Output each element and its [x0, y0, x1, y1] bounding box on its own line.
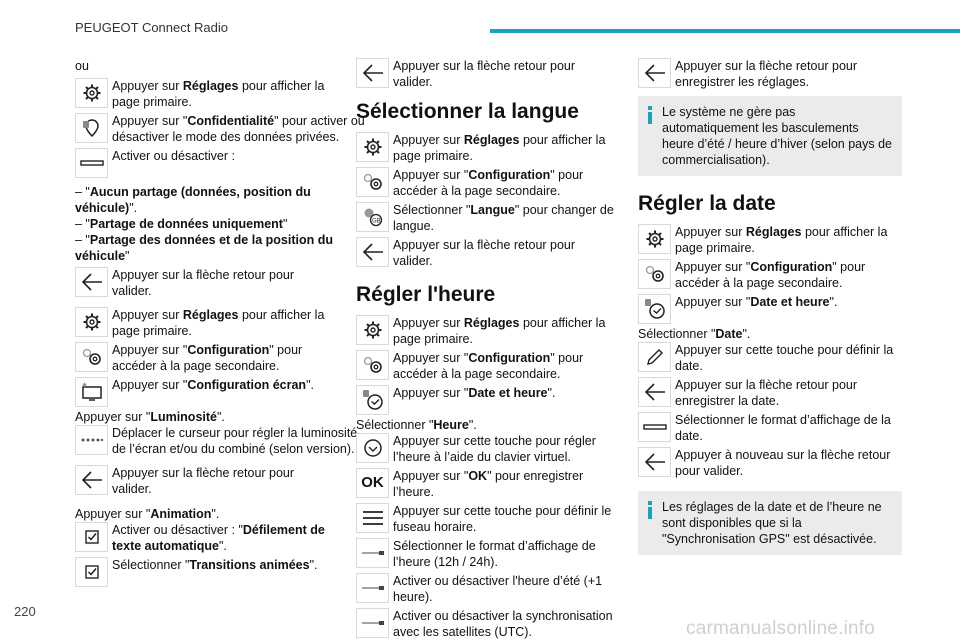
step-text: Appuyer sur cette touche pour définir la date.	[675, 343, 894, 373]
ok-button[interactable]: OK	[356, 468, 389, 498]
column-1	[75, 58, 365, 590]
configuration-gears-icon[interactable]	[356, 350, 389, 380]
step-text: Appuyer sur la flèche retour pour valider.	[393, 238, 576, 268]
step-row	[75, 307, 333, 339]
info-note	[638, 491, 902, 555]
step-text: Appuyer sur "Configuration" pour accéder à la page secondaire.	[393, 168, 584, 198]
option-item: – "Partage de données uniquement"	[75, 217, 288, 231]
step-text: Appuyer sur la flèche retour pour valider.	[112, 466, 295, 496]
back-arrow-icon[interactable]	[356, 237, 389, 267]
step-text: Appuyer sur "Confidentialité" pour activer ou désactiver le mode des données privées.	[112, 114, 365, 144]
step-row	[75, 377, 333, 407]
step-text: Appuyer sur "Configuration" pour accéder à la page secondaire.	[675, 260, 866, 290]
back-arrow-icon[interactable]	[356, 58, 389, 88]
step-row	[638, 224, 902, 256]
step-text: Activer ou désactiver :	[112, 149, 235, 163]
configuration-gears-icon[interactable]	[638, 259, 671, 289]
step-text: Sélectionner le format d’affichage de l’heure (12h / 24h).	[393, 539, 596, 569]
step-text: Activer ou désactiver la synchronisation avec les satellites (UTC).	[393, 609, 613, 639]
configuration-gears-icon[interactable]	[75, 342, 108, 372]
step-row	[75, 267, 333, 299]
toggle-line-icon[interactable]	[356, 573, 389, 603]
step-text: Activer ou désactiver l'heure d’été (+1 heure).	[393, 574, 603, 604]
settings-gear-icon[interactable]	[638, 224, 671, 254]
step-row	[75, 465, 333, 497]
section-heading: Sélectionner la langue	[356, 100, 579, 123]
step-row	[356, 132, 614, 164]
section-heading: Régler l'heure	[356, 283, 496, 306]
toggle-line-icon[interactable]	[356, 608, 389, 638]
back-arrow-icon[interactable]	[75, 267, 108, 297]
step-row	[356, 202, 614, 234]
step-text: Appuyer sur la flèche retour pour valider.	[112, 268, 295, 298]
step-row	[356, 237, 614, 269]
toggle-bar-icon[interactable]	[638, 412, 671, 442]
configuration-gears-icon[interactable]	[356, 167, 389, 197]
step-text: Appuyer sur "Date et heure".	[675, 295, 838, 309]
paragraph: Appuyer sur "Animation".	[75, 507, 220, 521]
note-text: Les réglages de la date et de l’heure ne sont disponibles que si la "Synchronisation GPS" est désactivée.	[662, 500, 882, 546]
back-arrow-icon[interactable]	[638, 58, 671, 88]
step-row	[638, 58, 902, 90]
clock-icon[interactable]	[638, 294, 671, 324]
info-icon	[648, 106, 652, 124]
step-text: Appuyer sur la flèche retour pour valider.	[393, 59, 576, 89]
settings-gear-icon[interactable]	[75, 78, 108, 108]
toggle-bar-icon[interactable]	[75, 148, 108, 178]
step-row	[356, 608, 614, 640]
paragraph-ou: ou	[75, 59, 89, 73]
step-row	[356, 350, 614, 382]
step-row	[356, 167, 614, 199]
header-title: PEUGEOT Connect Radio	[75, 20, 228, 35]
back-arrow-icon[interactable]	[75, 465, 108, 495]
step-row	[638, 259, 902, 291]
step-text: Appuyer sur Réglages pour afficher la page primaire.	[112, 308, 325, 338]
screen-monitor-icon[interactable]	[75, 377, 108, 407]
option-item: – "Aucun partage (données, position du véhicule)".	[75, 185, 311, 215]
privacy-location-icon[interactable]	[75, 113, 108, 143]
svg-text:GB: GB	[371, 218, 381, 225]
checkbox-icon[interactable]	[75, 557, 108, 587]
step-text: Appuyer sur cette touche pour régler l’heure à l’aide du clavier virtuel.	[393, 434, 596, 464]
step-text: Appuyer sur la flèche retour pour enregistrer la date.	[675, 378, 858, 408]
step-text: Appuyer sur "OK" pour enregistrer l’heure.	[393, 469, 584, 499]
step-text: Appuyer sur Réglages pour afficher la page primaire.	[393, 316, 606, 346]
paragraph: Sélectionner "Heure".	[356, 418, 477, 432]
pencil-edit-icon[interactable]	[638, 342, 671, 372]
step-text: Appuyer sur Réglages pour afficher la page primaire.	[393, 133, 606, 163]
step-text: Appuyer sur "Date et heure".	[393, 386, 556, 400]
step-row	[75, 148, 333, 178]
step-row	[638, 447, 902, 479]
step-row	[356, 433, 614, 465]
note-text: Le système ne gère pas automatiquement les basculements heure d’été / heure d’hiver (selon pays de commercialisation).	[662, 105, 893, 167]
paragraph: Sélectionner "Date".	[638, 327, 751, 341]
step-row	[75, 425, 358, 457]
step-row	[638, 412, 902, 444]
step-text: Appuyer sur "Configuration écran".	[112, 378, 314, 392]
step-text: Sélectionner le format d’affichage de la date.	[675, 413, 891, 443]
step-row	[356, 385, 614, 415]
settings-gear-icon[interactable]	[356, 315, 389, 345]
step-row	[356, 573, 614, 605]
step-text: Sélectionner "Transitions animées".	[112, 558, 318, 572]
back-arrow-icon[interactable]	[638, 447, 671, 477]
step-row	[75, 557, 333, 587]
info-note	[638, 96, 902, 176]
step-row	[638, 377, 902, 409]
header-accent-bar	[490, 29, 960, 33]
step-row	[638, 294, 902, 324]
step-row	[638, 342, 902, 374]
step-row	[75, 522, 333, 554]
step-row	[356, 58, 614, 90]
clock-icon[interactable]	[356, 385, 389, 415]
watermark: carmanualsonline.info	[686, 618, 876, 639]
step-text: Appuyer sur Réglages pour afficher la page primaire.	[112, 79, 325, 109]
back-arrow-icon[interactable]	[638, 377, 671, 407]
step-text: Déplacer le curseur pour régler la luminosité de l’écran et/ou du combiné (selon version).	[112, 426, 358, 456]
step-text: Activer ou désactiver : "Défilement de texte automatique".	[112, 523, 325, 553]
step-row	[356, 468, 614, 500]
section-heading: Régler la date	[638, 192, 776, 215]
step-row	[356, 315, 614, 347]
column-2	[356, 58, 614, 643]
info-icon	[648, 501, 652, 519]
step-text: Sélectionner "Langue" pour changer de langue.	[393, 203, 614, 233]
language-flag-icon[interactable]	[356, 202, 389, 232]
svg-text:✱: ✱	[81, 383, 87, 389]
column-3	[638, 58, 902, 565]
step-row	[356, 538, 614, 570]
step-text: Appuyer à nouveau sur la flèche retour pour valider.	[675, 448, 891, 478]
checkbox-icon[interactable]	[75, 522, 108, 552]
step-row	[75, 342, 333, 374]
brightness-slider-icon[interactable]	[75, 425, 108, 455]
step-row	[356, 503, 614, 535]
step-text: Appuyer sur Réglages pour afficher la page primaire.	[675, 225, 888, 255]
settings-gear-icon[interactable]	[356, 132, 389, 162]
step-text: Appuyer sur "Configuration" pour accéder à la page secondaire.	[393, 351, 584, 381]
step-text: Appuyer sur cette touche pour définir le fuseau horaire.	[393, 504, 612, 534]
step-text: Appuyer sur "Configuration" pour accéder à la page secondaire.	[112, 343, 303, 373]
toggle-line-icon[interactable]	[356, 538, 389, 568]
option-item: – "Partage des données et de la position du véhicule"	[75, 233, 333, 263]
page-number: 220	[14, 604, 36, 619]
step-text: Appuyer sur la flèche retour pour enregistrer les réglages.	[675, 59, 858, 89]
settings-gear-icon[interactable]	[75, 307, 108, 337]
menu-list-icon[interactable]	[356, 503, 389, 533]
step-row	[75, 113, 365, 145]
paragraph: Appuyer sur "Luminosité".	[75, 410, 225, 424]
step-row	[75, 78, 333, 110]
clock-set-icon[interactable]	[356, 433, 389, 463]
